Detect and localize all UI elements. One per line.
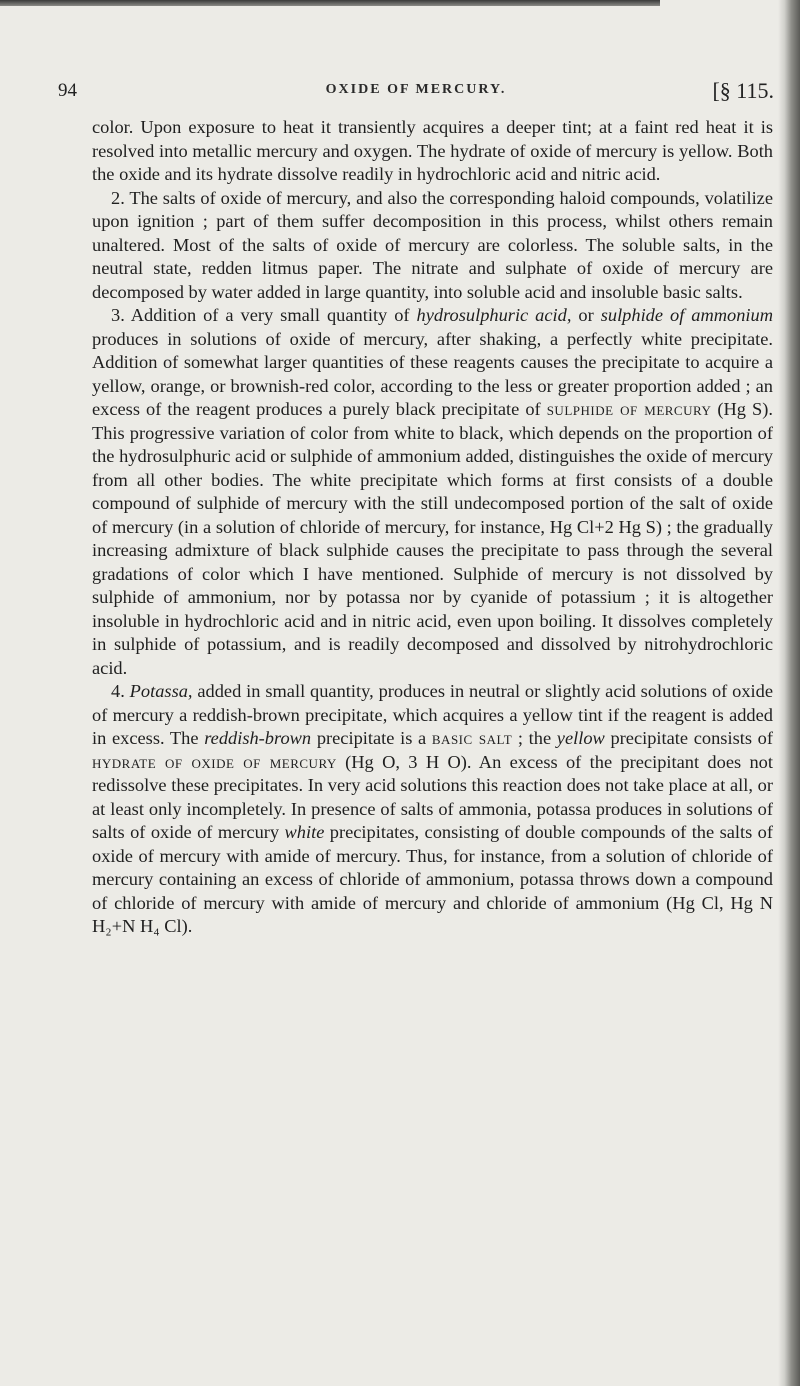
text-run: 4.: [111, 681, 130, 701]
section-reference: [§ 115.: [712, 78, 774, 103]
text-run: precipitate consists of: [604, 728, 773, 748]
paragraph-2: [92, 187, 773, 305]
text-run: precipitate is a: [311, 728, 432, 748]
text-run: (Hg S). This progressive variation of color from white to black, which depends on the proportion of the hydrosulphuric acid or sulphide of ammonium added, distinguishes the oxide of mercury from all other bodies. The white precipitate which forms at first consists of a double compound of sulphide of mercury with the still undecomposed portion of the salt of oxide of mercury (in a solution of chloride of mercury, for instance, Hg Cl+2 Hg S) ; the gradually increasing admixture of black sulphide causes the precipitate to pass through the several gradations of color which I have mentioned. Sulphide of mercury is not dissolved by sulphide of ammonium, nor by potassa nor by cyanide of potassium ; it is altogether insoluble in hydrochloric acid and in nitric acid, even upon boiling. It dissolves completely in sulphide of potassium, and is readily decomposed and dissolved by nitrohydrochloric acid.: [92, 399, 773, 678]
italic-term: hydrosulphuric acid,: [416, 305, 572, 325]
paragraph-continuation: [92, 116, 773, 187]
text-run: (Hg O, 3 H O). An excess of the precipitant does not redissolve these precipitates. In very acid solutions this reaction does not take place at all, or at least only incompletely. In presence of salts of ammonia, potassa produces in solutions of salts of oxide of mercury: [92, 751, 773, 842]
italic-term: reddish-brown: [204, 728, 312, 748]
italic-term: white: [284, 822, 325, 842]
text-run: 2. The salts of oxide of mercury, and also the corresponding haloid compounds, volatilize upon ignition ; part of them suffer decomposition in this process, whilst others remain unaltered. Most of the salts of oxide of mercury are colorless. The soluble salts, in the neutral state, redden litmus paper. The nitrate and sulphate of oxide of mercury are decomposed by water added in large quantity, into soluble acid and insoluble basic salts.: [92, 187, 773, 302]
italic-term: yellow: [556, 728, 605, 748]
paragraph-3: [92, 304, 773, 680]
small-caps-term: basic salt: [431, 728, 513, 748]
italic-term: sulphide of ammonium: [600, 305, 774, 325]
text-run: produces in solutions of oxide of mercury, after shaking, a perfectly white precipitate. Addition of somewhat larger quantities of these reagents causes the precipitate to acquire a yellow, orange, or brownish-red color, according to the less or greater proportion added ; an excess of the reagent produces a purely black precipitate of: [92, 328, 773, 419]
text-run: ; the: [512, 728, 557, 748]
small-caps-term: sulphide of mercury: [546, 399, 712, 419]
text-run: color. Upon exposure to heat it transiently acquires a deeper tint; at a faint red heat it is resolved into metallic mercury and oxygen. The hydrate of oxide of mercury is yellow. Both the oxide and its hydrate dissolve readily in hydrochloric acid and nitric acid.: [92, 117, 773, 184]
running-title: OXIDE OF MERCURY.: [325, 82, 507, 97]
page-number: 94: [58, 80, 77, 101]
text-run: or: [571, 305, 601, 325]
italic-term: Potassa,: [129, 681, 193, 701]
small-caps-term: hydrate of oxide of mercury: [92, 751, 337, 772]
body-text: [92, 116, 773, 939]
text-run: precipitates, consisting of double compounds of the salts of oxide of mercury with amide of mercury. Thus, for instance, from a solution of chloride of mercury containing an excess of chloride of ammonium, potassa throws down a compound of chloride of mercury with amide of mercury and chloride of ammonium (Hg Cl, Hg N H₂+N H₄ Cl).: [92, 822, 774, 936]
text-run: 3. Addition of a very small quantity of: [111, 305, 417, 325]
text-run: added in small quantity, produces in neutral or slightly acid solutions of oxide of mercury a reddish-brown precipitate, which acquires a yellow tint if the reagent is added in excess. The: [92, 681, 773, 748]
paragraph-4: [92, 680, 773, 939]
page-header: [58, 80, 774, 108]
